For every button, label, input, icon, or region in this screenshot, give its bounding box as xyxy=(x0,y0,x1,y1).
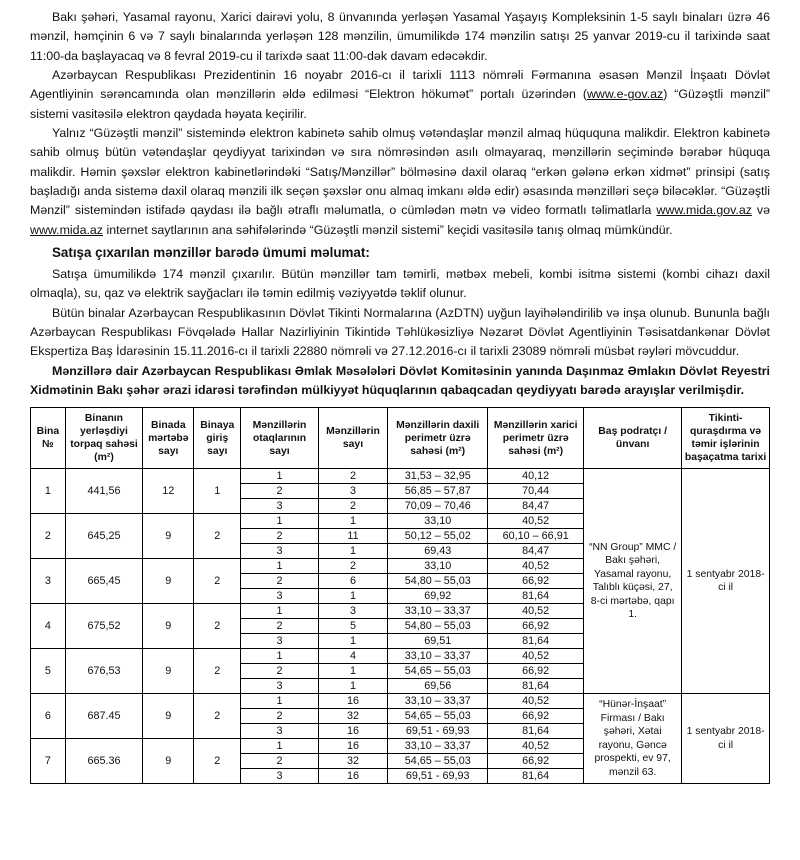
room-count: 3 xyxy=(241,589,319,604)
apartment-count: 1 xyxy=(318,634,387,649)
inner-perimeter-area: 33,10 – 33,37 xyxy=(388,604,488,619)
outer-perimeter-area: 40,12 xyxy=(488,469,584,484)
apartment-count: 1 xyxy=(318,544,387,559)
room-count: 2 xyxy=(241,529,319,544)
room-count: 2 xyxy=(241,664,319,679)
standards-paragraph xyxy=(30,304,770,362)
apartments-table xyxy=(30,407,770,784)
text-run: Bakı şəhəri, Yasamal rayonu, Xarici dairəvi yolu, 8 ünvanında yerləşən Yasamal Yaşayış Kompleksinin 1-5 saylı binaları üzrə 46 mənzil, həmçinin 6 və 7 saylı binalarında yerləşən 128 mənzilin, ümumilikdə 174 mənzilin satışı 25 yanvar 2019-cu il tarixində saat 11:00-da başlayacaq və 8 fevral 2019-cu il tarixdə saat 11:00-dək davam edəcəkdir. xyxy=(30,10,770,63)
document-body-text xyxy=(30,8,770,400)
building-number: 7 xyxy=(31,739,66,784)
apartment-count: 3 xyxy=(318,484,387,499)
column-header-2: Binada mərtəbə sayı xyxy=(143,408,194,469)
inner-perimeter-area: 69,56 xyxy=(388,679,488,694)
outer-perimeter-area: 60,10 – 66,91 xyxy=(488,529,584,544)
text-run: internet saytlarının ana səhifələrində “Güzəştli mənzil sistemi” keçidi vasitəsilə tanış olmaq mümkündür. xyxy=(103,222,673,237)
room-count: 3 xyxy=(241,544,319,559)
outer-perimeter-area: 70,44 xyxy=(488,484,584,499)
column-header-5: Mənzillərin sayı xyxy=(318,408,387,469)
floor-count: 9 xyxy=(143,739,194,784)
inner-perimeter-area: 50,12 – 55,02 xyxy=(388,529,488,544)
room-count: 3 xyxy=(241,769,319,784)
apartment-count: 16 xyxy=(318,739,387,754)
outer-perimeter-area: 81,64 xyxy=(488,724,584,739)
building-number: 6 xyxy=(31,694,66,739)
apartment-count: 3 xyxy=(318,604,387,619)
room-count: 3 xyxy=(241,499,319,514)
inner-perimeter-area: 54,80 – 55,03 xyxy=(388,574,488,589)
outer-perimeter-area: 40,52 xyxy=(488,604,584,619)
room-count: 1 xyxy=(241,739,319,754)
apartment-count: 11 xyxy=(318,529,387,544)
floor-count: 9 xyxy=(143,604,194,649)
outer-perimeter-area: 84,47 xyxy=(488,544,584,559)
entrance-count: 2 xyxy=(194,739,241,784)
building-number: 1 xyxy=(31,469,66,514)
building-number: 4 xyxy=(31,604,66,649)
section-heading xyxy=(30,243,770,264)
sale-summary-paragraph xyxy=(30,265,770,304)
column-header-9: Tikinti-quraşdırma və təmir işlərinin başaçatma tarixi xyxy=(682,408,770,469)
column-header-8: Baş podratçı / ünvanı xyxy=(584,408,682,469)
text-run: Azərbaycan Respublikası Prezidentinin 16 noyabr 2016-cı il tarixli 1113 nömrəli Fərmanına əsasən Mənzil İnşaatı Dövlət Agentliyinin sərəncamında olan mənzillərin əldə edilməsi “Elektron hökumət” portalı üzərindən ( xyxy=(30,68,770,102)
outer-perimeter-area: 66,92 xyxy=(488,709,584,724)
link-www-e-gov-az[interactable]: www.e-gov.az xyxy=(586,87,664,102)
table-header-row xyxy=(31,408,770,469)
entrance-count: 2 xyxy=(194,514,241,559)
text-run: Bütün binalar Azərbaycan Respublikasının Dövlət Tikinti Normalarına (AzDTN) uyğun layihələndirilib və inşa olunub. Bununla bağlı Azərbaycan Respublikası Fövqəladə Hallar Nazirliyinin Tikintidə Təhlükəsizliyə Nəzarət Dövlət Agentliyinin Təsisatdankənar Dövlət Ekspertiza Baş İdarəsinin 15.11.2016-cı il tarixli 22880 nömrəli və 27.12.2016-cı il tarixli 23089 nömrəli müsbət rəyləri mövcuddur. xyxy=(30,305,770,359)
inner-perimeter-area: 33,10 xyxy=(388,514,488,529)
inner-perimeter-area: 54,65 – 55,03 xyxy=(388,709,488,724)
floor-count: 9 xyxy=(143,559,194,604)
system-rules-paragraph xyxy=(30,124,770,240)
room-count: 1 xyxy=(241,514,319,529)
land-area: 441,56 xyxy=(65,469,143,514)
outer-perimeter-area: 66,92 xyxy=(488,664,584,679)
outer-perimeter-area: 40,52 xyxy=(488,739,584,754)
apartment-count: 5 xyxy=(318,619,387,634)
floor-count: 9 xyxy=(143,514,194,559)
outer-perimeter-area: 40,52 xyxy=(488,694,584,709)
inner-perimeter-area: 31,53 – 32,95 xyxy=(388,469,488,484)
apartment-count: 1 xyxy=(318,679,387,694)
room-count: 1 xyxy=(241,649,319,664)
text-run: və xyxy=(751,203,770,218)
outer-perimeter-area: 40,52 xyxy=(488,559,584,574)
building-number: 3 xyxy=(31,559,66,604)
land-area: 675,52 xyxy=(65,604,143,649)
outer-perimeter-area: 81,64 xyxy=(488,769,584,784)
column-header-1: Binanın yerləşdiyi torpaq sahəsi (m²) xyxy=(65,408,143,469)
outer-perimeter-area: 40,52 xyxy=(488,514,584,529)
apartment-count: 6 xyxy=(318,574,387,589)
apartment-count: 1 xyxy=(318,664,387,679)
entrance-count: 1 xyxy=(194,469,241,514)
room-count: 2 xyxy=(241,709,319,724)
inner-perimeter-area: 33,10 xyxy=(388,559,488,574)
outer-perimeter-area: 81,64 xyxy=(488,634,584,649)
room-count: 3 xyxy=(241,679,319,694)
outer-perimeter-area: 81,64 xyxy=(488,589,584,604)
floor-count: 9 xyxy=(143,694,194,739)
outer-perimeter-area: 66,92 xyxy=(488,574,584,589)
entrance-count: 2 xyxy=(194,694,241,739)
outer-perimeter-area: 40,52 xyxy=(488,649,584,664)
completion-date: 1 sentyabr 2018-ci il xyxy=(682,469,770,694)
inner-perimeter-area: 69,51 - 69,93 xyxy=(388,769,488,784)
outer-perimeter-area: 81,64 xyxy=(488,679,584,694)
inner-perimeter-area: 69,51 xyxy=(388,634,488,649)
land-area: 676,53 xyxy=(65,649,143,694)
inner-perimeter-area: 54,80 – 55,03 xyxy=(388,619,488,634)
inner-perimeter-area: 69,92 xyxy=(388,589,488,604)
inner-perimeter-area: 69,43 xyxy=(388,544,488,559)
apartment-count: 4 xyxy=(318,649,387,664)
inner-perimeter-area: 33,10 – 33,37 xyxy=(388,694,488,709)
decree-paragraph xyxy=(30,66,770,124)
text-run: Satışa çıxarılan mənzillər barədə ümumi məlumat: xyxy=(52,245,370,261)
outer-perimeter-area: 66,92 xyxy=(488,619,584,634)
inner-perimeter-area: 69,51 - 69,93 xyxy=(388,724,488,739)
link-www-mida-az[interactable]: www.mida.az xyxy=(30,222,103,237)
completion-date: 1 sentyabr 2018-ci il xyxy=(682,694,770,784)
room-count: 1 xyxy=(241,604,319,619)
apartment-count: 32 xyxy=(318,754,387,769)
inner-perimeter-area: 33,10 – 33,37 xyxy=(388,649,488,664)
column-header-6: Mənzillərin daxili perimetr üzrə sahəsi (m²) xyxy=(388,408,488,469)
entrance-count: 2 xyxy=(194,649,241,694)
intro-paragraph xyxy=(30,8,770,66)
apartment-count: 16 xyxy=(318,694,387,709)
table-row xyxy=(31,469,770,484)
entrance-count: 2 xyxy=(194,604,241,649)
registry-paragraph xyxy=(30,362,770,401)
room-count: 1 xyxy=(241,469,319,484)
room-count: 1 xyxy=(241,694,319,709)
contractor-address: “NN Group” MMC / Bakı şəhəri, Yasamal rayonu, Talıblı küçəsi, 27, 8-ci mərtəbə, qapı 1. xyxy=(584,469,682,694)
inner-perimeter-area: 70,09 – 70,46 xyxy=(388,499,488,514)
inner-perimeter-area: 54,65 – 55,03 xyxy=(388,664,488,679)
text-run: Satışa ümumilikdə 174 mənzil çıxarılır. Bütün mənzillər tam təmirli, mətbəx mebeli, kombi isitmə sistemi (kombi cihazı daxil olmaqla), su, qaz və elektrik sayğacları ilə təmin edilmiş vəziyyətdə təklif olunur. xyxy=(30,267,770,301)
room-count: 2 xyxy=(241,619,319,634)
table-body xyxy=(31,469,770,784)
apartment-count: 2 xyxy=(318,469,387,484)
room-count: 3 xyxy=(241,634,319,649)
column-header-3: Binaya giriş sayı xyxy=(194,408,241,469)
inner-perimeter-area: 33,10 – 33,37 xyxy=(388,739,488,754)
column-header-4: Mənzillərin otaqlarının sayı xyxy=(241,408,319,469)
land-area: 645,25 xyxy=(65,514,143,559)
room-count: 2 xyxy=(241,754,319,769)
apartment-count: 16 xyxy=(318,724,387,739)
building-number: 5 xyxy=(31,649,66,694)
land-area: 687.45 xyxy=(65,694,143,739)
text-run: Mənzillərə dair Azərbaycan Respublikası Əmlak Məsələləri Dövlət Komitəsinin yanında Daşınmaz Əmlakın Dövlət Reyestri Xidmətinin Bakı şəhər ərazi idarəsi tərəfindən mülkiyyət hüquqlarının qabaqcadan qeydiyyatı barədə arayışlar verilmişdir. xyxy=(30,363,770,398)
apartment-count: 2 xyxy=(318,559,387,574)
room-count: 3 xyxy=(241,724,319,739)
apartment-count: 1 xyxy=(318,589,387,604)
floor-count: 12 xyxy=(143,469,194,514)
apartment-count: 2 xyxy=(318,499,387,514)
link-www-mida-gov-az[interactable]: www.mida.gov.az xyxy=(656,203,752,218)
inner-perimeter-area: 56,85 – 57,87 xyxy=(388,484,488,499)
building-number: 2 xyxy=(31,514,66,559)
land-area: 665.36 xyxy=(65,739,143,784)
room-count: 2 xyxy=(241,484,319,499)
entrance-count: 2 xyxy=(194,559,241,604)
contractor-address: “Hünər-İnşaat” Firması / Bakı şəhəri, Xətai rayonu, Gəncə prospekti, ev 97, mənzil 63. xyxy=(584,694,682,784)
floor-count: 9 xyxy=(143,649,194,694)
apartment-count: 16 xyxy=(318,769,387,784)
land-area: 665,45 xyxy=(65,559,143,604)
room-count: 2 xyxy=(241,574,319,589)
outer-perimeter-area: 84,47 xyxy=(488,499,584,514)
inner-perimeter-area: 54,65 – 55,03 xyxy=(388,754,488,769)
column-header-0: Bina № xyxy=(31,408,66,469)
column-header-7: Mənzillərin xarici perimetr üzrə sahəsi (m²) xyxy=(488,408,584,469)
text-run: Yalnız “Güzəştli mənzil” sistemində elektron kabinetə sahib olmuş vətəndaşlar mənzil almaq hüququna malikdir. Elektron kabinetə sahib olmuş bütün vətəndaşlar qeydiyyat tarixindən və sıra nömrəsindən asılı olmayaraq, mənzillərin seçimində bərabər hüquqa malikdir. Həmin şəxslər elektron kabinetlərindəki “Satış/Mənzillər” bölməsinə daxil olaraq “erkən gələnə erkən xidmət” prinsipi (satış başladığı anda sistemə daxil olaraq mənzili ilk seçən şəxslər onu almaq imkanı əldə edir) əsasında mənzilləri seçə biləcəklər. “Güzəştli Mənzil” sistemindən istifadə qaydası ilə bağlı ətraflı məlumatla, o cümlədən mətn və video formatlı təlimatlarla xyxy=(30,126,770,218)
text-run: ) “Güzəştli mənzil” sistemi vasitəsilə elektron qaydada həyata keçirilir. xyxy=(30,87,770,121)
table-header xyxy=(31,408,770,469)
outer-perimeter-area: 66,92 xyxy=(488,754,584,769)
apartment-count: 32 xyxy=(318,709,387,724)
table-row xyxy=(31,694,770,709)
apartment-count: 1 xyxy=(318,514,387,529)
room-count: 1 xyxy=(241,559,319,574)
